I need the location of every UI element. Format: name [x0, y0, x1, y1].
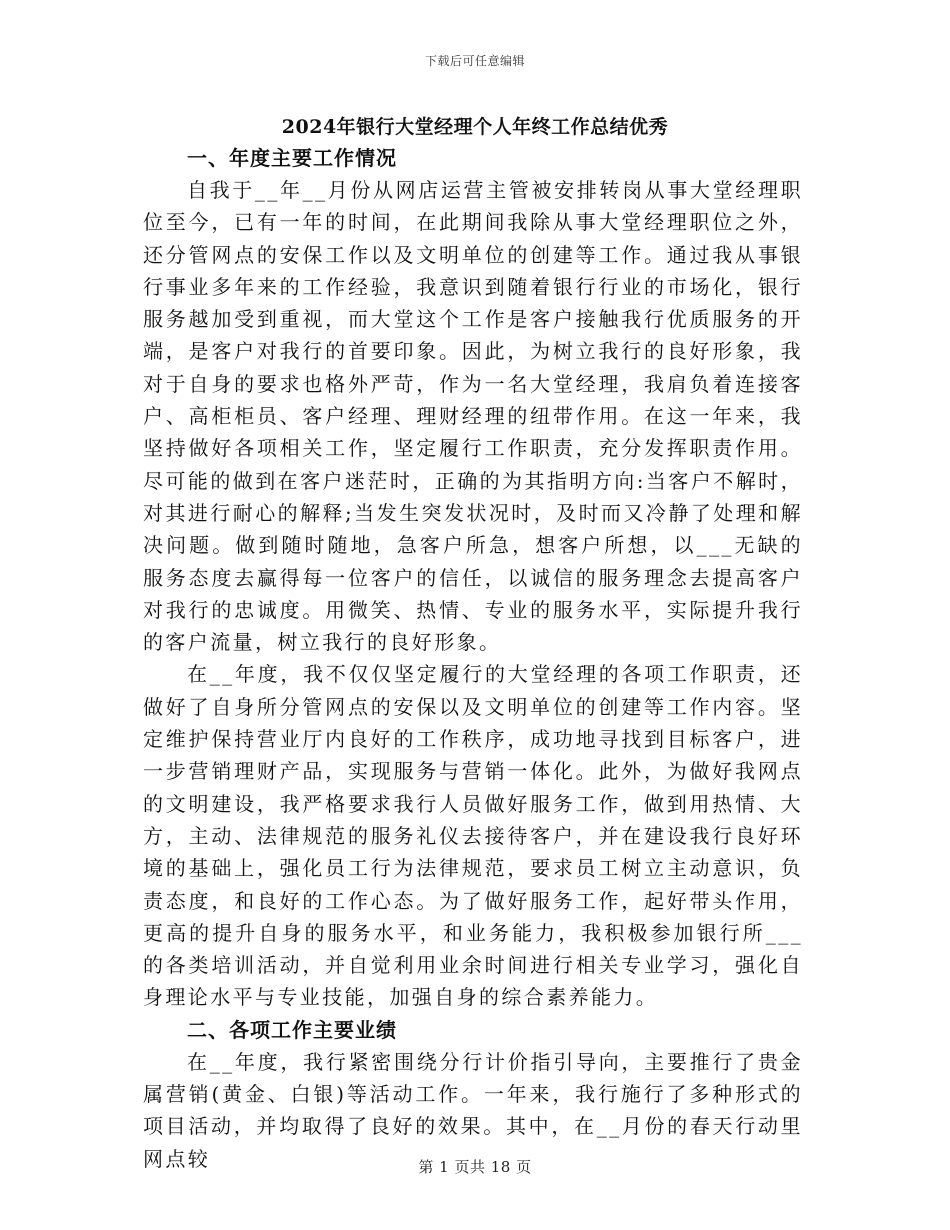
document-body	[143, 142, 803, 1175]
header-note: 下载后可任意编辑	[424, 54, 525, 68]
page-footer: 第 1 页共 18 页	[418, 1158, 532, 1176]
body-paragraph: 在__年度，我不仅仅坚定履行的大堂经理的各项工作职责，还做好了自身所分管网点的安保以及文明单位的创建等工作内容。坚定维护保持营业厅内良好的工作秩序，成功地寻找到目标客户，进一步营销理财产品，实现服务与营销一体化。此外，为做好我网点的文明建设，我严格要求我行人员做好服务工作，做到用热情、大方，主动、法律规范的服务礼仪去接待客户，并在建设我行良好环境的基础上，强化员工行为法律规范，要求员工树立主动意识，负责态度，和良好的工作心态。为了做好服务工作，起好带头作用，更高的提升自身的服务水平，和业务能力，我积极参加银行所___的各类培训活动，并自觉利用业余时间进行相关专业学习，强化自身理论水平与专业技能，加强自身的综合素养能力。	[143, 662, 803, 1010]
body-paragraph: 自我于__年__月份从网店运营主管被安排转岗从事大堂经理职位至今，已有一年的时间，在此期间我除从事大堂经理职位之外，还分管网点的安保工作以及文明单位的创建等工作。通过我从事银行事业多年来的工作经验，我意识到随着银行行业的市场化，银行服务越加受到重视，而大堂这个工作是客户接触我行优质服务的开端，是客户对我行的首要印象。因此，为树立我行的良好形象，我对于自身的要求也格外严苛，作为一名大堂经理，我肩负着连接客户、高柜柜员、客户经理、理财经理的纽带作用。在这一年来，我坚持做好各项相关工作，坚定履行工作职责，充分发挥职责作用。尽可能的做到在客户迷茫时，正确的为其指明方向:当客户不解时，对其进行耐心的解释;当发生突发状况时，及时而又冷静了处理和解决问题。做到随时随地，急客户所急，想客户所想，以___无缺的服务态度去赢得每一位客户的信任，以诚信的服务理念去提高客户对我行的忠诚度。用微笑、热情、专业的服务水平，实际提升我行的客户流量，树立我行的良好形象。	[143, 178, 803, 655]
section-heading: 二、各项工作主要业绩	[187, 1017, 397, 1042]
section-heading: 一、年度主要工作情况	[187, 146, 397, 170]
document-title: 2024年银行大堂经理个人年终工作总结优秀	[281, 116, 669, 138]
body-paragraph: 在__年度，我行紧密围绕分行计价指引导向，主要推行了贵金属营销(黄金、白银)等活动工作。一年来，我行施行了多种形式的项目活动，并均取得了良好的效果。其中，在__月份的春天行动里网点较	[143, 1049, 803, 1171]
